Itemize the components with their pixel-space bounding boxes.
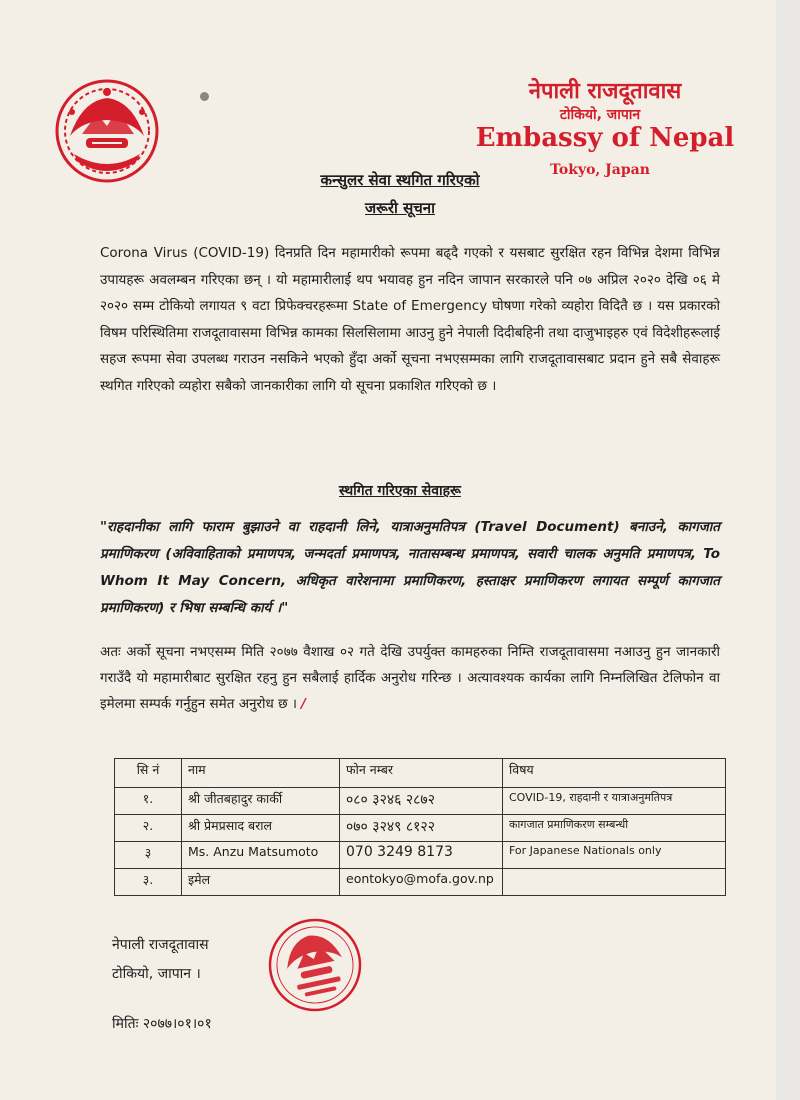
row-email: eontokyo@mofa.gov.np bbox=[340, 869, 503, 896]
embassy-stamp-icon bbox=[256, 906, 375, 1025]
row-serial: १. bbox=[115, 788, 182, 815]
notice-title: कन्सुलर सेवा स्थगित गरिएको bbox=[320, 171, 480, 189]
row-serial: ३ bbox=[115, 842, 182, 869]
table-header-row bbox=[115, 759, 726, 788]
table-row bbox=[115, 788, 726, 815]
header-phone: फोन नम्बर bbox=[340, 759, 503, 788]
table-row bbox=[115, 842, 726, 869]
row-phone: 070 3249 8173 bbox=[340, 842, 503, 869]
handwritten-tick: / bbox=[301, 696, 306, 712]
row-name: श्री प्रेमप्रसाद बराल bbox=[182, 815, 340, 842]
page-edge bbox=[776, 0, 800, 1100]
contacts-table bbox=[114, 758, 726, 896]
row-serial: २. bbox=[115, 815, 182, 842]
header-serial: सि नं bbox=[115, 759, 182, 788]
row-phone: ०८० ३२४६ २८७२ bbox=[340, 788, 503, 815]
letterhead-name-english: Embassy of Nepal bbox=[475, 123, 735, 153]
row-serial: ३. bbox=[115, 869, 182, 896]
letterhead-city-english: Tokyo, Japan bbox=[550, 162, 650, 178]
table-row bbox=[115, 869, 726, 896]
row-subject: COVID-19, राहदानी र यात्राअनुमतिपत्र bbox=[503, 788, 726, 815]
body-paragraph-2 bbox=[100, 639, 720, 717]
row-name: श्री जीतबहादुर कार्की bbox=[182, 788, 340, 815]
row-phone: ०७० ३२४९ ८१२२ bbox=[340, 815, 503, 842]
row-name: Ms. Anzu Matsumoto bbox=[182, 842, 340, 869]
signature-date: मितिः २०७७।०१।०१ bbox=[112, 1016, 212, 1032]
notice-subtitle: जरूरी सूचना bbox=[365, 199, 435, 217]
body-paragraph-1: Corona Virus (COVID-19) दिनप्रति दिन महामारीको रूपमा बढ्दै गएको र यसबाट सुरक्षित रहन विभिन्न देशमा विभिन्न उपायहरू अवलम्बन गरिएका छन् । यो महामारीलाई थप भयावह हुन नदिन जापान सरकारले पनि ०७ अप्रिल २०२० देखि ०६ मे २०२० सम्म टोकियो लगायत ९ वटा प्रिफेक्चरहरूमा State of Emergency घोषणा गरेको व्यहोरा विदितै छ । यस प्रकारको विषम परिस्थितिमा राजदूतावासमा विभिन्न कामका सिलसिलामा आउनु हुने नेपाली दिदीबहिनी तथा दाजुभाइहरु एवं विदेशीहरूलाई सहज रूपमा सेवा उपलब्ध गराउन नसकिने भएको हुँदा अर्को सूचना नभएसम्मका लागि राजदूतावासबाट प्रदान हुने सबै सेवाहरू स्थगित गरिएको व्यहोरा सबैको जानकारीका लागि यो सूचना प्रकाशित गरिएको छ । bbox=[100, 245, 720, 394]
letterhead-name-nepali: नेपाली राजदूतावास bbox=[528, 79, 682, 104]
signature-city: टोकियो, जापान । bbox=[112, 966, 201, 982]
nepal-emblem-icon bbox=[52, 76, 162, 186]
services-quote: "राहदानीका लागि फाराम बुझाउने वा राहदानी लिने, यात्राअनुमतिपत्र (Travel Document) बनाउने, कागजात प्रमाणिकरण (अविवाहिताको प्रमाणपत्र, जन्मदर्ता प्रमाणपत्र, नातासम्बन्ध प्रमाणपत्र, सवारी चालक अनुमति प्रमाणपत्र, To Whom It May Concern, अधिकृत वारेशनामा प्रमाणिकरण, हस्ताक्षर प्रमाणिकरण लगायत सम्पूर्ण कागजात प्रमाणिकरण) र भिषा सम्बन्धि कार्य ।" bbox=[100, 519, 720, 616]
signature-org: नेपाली राजदूतावास bbox=[112, 937, 209, 953]
row-subject: For Japanese Nationals only bbox=[503, 842, 726, 869]
row-name: इमेल bbox=[182, 869, 340, 896]
table-row bbox=[115, 815, 726, 842]
letterhead-city-nepali: टोकियो, जापान bbox=[559, 107, 641, 123]
paragraph-2-text: अतः अर्को सूचना नभएसम्म मिति २०७७ वैशाख ०२ गते देखि उपर्युक्त कामहरुका निम्ति राजदूतावासमा नआउनु हुन जानकारी गराउँदै यो महामारीबाट सुरक्षित रहनु हुन सबैलाई हार्दिक अनुरोध गरिन्छ । अत्यावश्यक कार्यका लागि निम्नलिखित टेलिफोन वा इमेलमा सम्पर्क गर्नुहुन समेत अनुरोध छ । bbox=[100, 644, 720, 712]
services-heading: स्थगित गरिएका सेवाहरू bbox=[339, 483, 461, 499]
row-subject bbox=[503, 869, 726, 896]
header-name: नाम bbox=[182, 759, 340, 788]
header-subject: विषय bbox=[503, 759, 726, 788]
row-subject: कागजात प्रमाणिकरण सम्बन्धी bbox=[503, 815, 726, 842]
ink-dot bbox=[200, 92, 209, 101]
